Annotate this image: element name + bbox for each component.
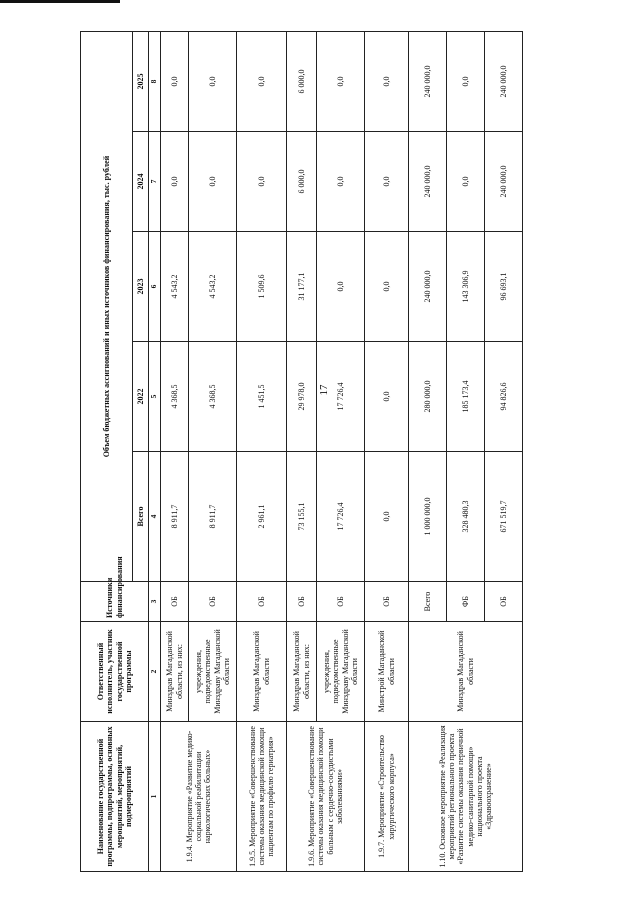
value-2022: 4 368,5 [161,342,189,452]
source: ОБ [287,582,317,622]
total: 8 911,7 [161,452,189,582]
source: ОБ [485,582,523,622]
value-2024: 0,0 [447,132,485,232]
value-2025: 6 000,0 [287,32,317,132]
value-2023: 0,0 [365,232,409,342]
value-2022: 4 368,5 [189,342,237,452]
value-2023: 240 000,0 [409,232,447,342]
table-row [161,32,189,872]
value-2022: 0,0 [365,342,409,452]
value-2024: 6 000,0 [287,132,317,232]
value-2025: 0,0 [189,32,237,132]
header-total: Всего [133,452,149,582]
scan-edge-rule [0,0,120,3]
value-2025: 240 000,0 [485,32,523,132]
executor: Минздрав Магаданской области [409,622,523,722]
value-2024: 240 000,0 [485,132,523,232]
source: ОБ [317,582,365,622]
value-2025: 0,0 [447,32,485,132]
value-2024: 0,0 [365,132,409,232]
total: 0,0 [365,452,409,582]
source: Всего [409,582,447,622]
header-2023: 2023 [133,232,149,342]
total: 73 155,1 [287,452,317,582]
page-number: 17 [318,384,330,396]
table-row [365,32,409,872]
value-2023: 0,0 [317,232,365,342]
program-name: 1.9.5. Мероприятие «Совершенствование системы оказания медицинской помощи пациентам по профилю гериатрия» [237,722,287,872]
value-2024: 240 000,0 [409,132,447,232]
table-row [237,32,287,872]
source: ОБ [365,582,409,622]
value-2024: 0,0 [189,132,237,232]
total: 1 000 000,0 [409,452,447,582]
value-2024: 0,0 [237,132,287,232]
total: 671 519,7 [485,452,523,582]
program-name: 1.9.7. Мероприятие «Строительство хирургического корпуса» [365,722,409,872]
col-number: 3 [149,582,161,622]
funding-table [80,31,523,872]
source: ОБ [161,582,189,622]
header-2024: 2024 [133,132,149,232]
value-2022: 185 173,4 [447,342,485,452]
col-number: 7 [149,132,161,232]
value-2023: 31 177,1 [287,232,317,342]
header-2022: 2022 [133,342,149,452]
value-2025: 0,0 [237,32,287,132]
value-2025: 240 000,0 [409,32,447,132]
source: ОБ [189,582,237,622]
program-name: 1.10. Основное мероприятие «Реализация мероприятий регионального проекта «Развитие системы оказания первичной медико-санитарной помощи» национального проекта «Здравоохранение» [409,722,523,872]
executor: Минздрав Магаданской области [237,622,287,722]
source: ФБ [447,582,485,622]
total: 328 480,3 [447,452,485,582]
value-2024: 0,0 [317,132,365,232]
executor: Минстрой Магаданской области [365,622,409,722]
value-2025: 0,0 [161,32,189,132]
total: 2 961,1 [237,452,287,582]
header-2025: 2025 [133,32,149,132]
program-name: 1.9.4. Мероприятие «Развитие медико-социальной реабилитации наркологических больных» [161,722,237,872]
col-number: 2 [149,622,161,722]
document-sheet [80,32,640,872]
table-row [409,32,447,872]
col-number: 4 [149,452,161,582]
total: 8 911,7 [189,452,237,582]
value-2022: 1 451,5 [237,342,287,452]
col-number: 6 [149,232,161,342]
executor: учреждения, подведомственные Минздраву Магаданской области [317,622,365,722]
value-2022: 94 826,6 [485,342,523,452]
total: 17 726,4 [317,452,365,582]
value-2023: 4 543,2 [189,232,237,342]
program-name: 1.9.6. Мероприятие «Совершенствование системы оказания медицинской помощи больным с сердечно-сосудистыми заболеваниями» [287,722,365,872]
value-2025: 0,0 [317,32,365,132]
value-2022: 280 000,0 [409,342,447,452]
header-executor: Ответственный исполнитель, участник государственной программы [81,622,149,722]
header-funding: Объем бюджетных ассигнований и иных источников финансирования, тыс. рублей [81,32,133,582]
value-2023: 4 543,2 [161,232,189,342]
value-2022: 17 726,4 [317,342,365,452]
executor: Минздрав Магаданской области, из них: [287,622,317,722]
value-2022: 29 978,0 [287,342,317,452]
source: ОБ [237,582,287,622]
value-2023: 143 306,9 [447,232,485,342]
value-2025: 0,0 [365,32,409,132]
table-row [287,32,317,872]
col-number: 8 [149,32,161,132]
executor: Минздрав Магаданской области, из них: [161,622,189,722]
header-program: Наименование государственной программы, подпрограммы, основных мероприятий, мероприятий, подмероприятий [81,722,149,872]
col-number: 1 [149,722,161,872]
executor: учреждения, подведомственные Минздраву Магаданской области [189,622,237,722]
header-source: Источники финансирования [81,582,149,622]
col-number: 5 [149,342,161,452]
value-2023: 1 509,6 [237,232,287,342]
value-2023: 96 693,1 [485,232,523,342]
value-2024: 0,0 [161,132,189,232]
